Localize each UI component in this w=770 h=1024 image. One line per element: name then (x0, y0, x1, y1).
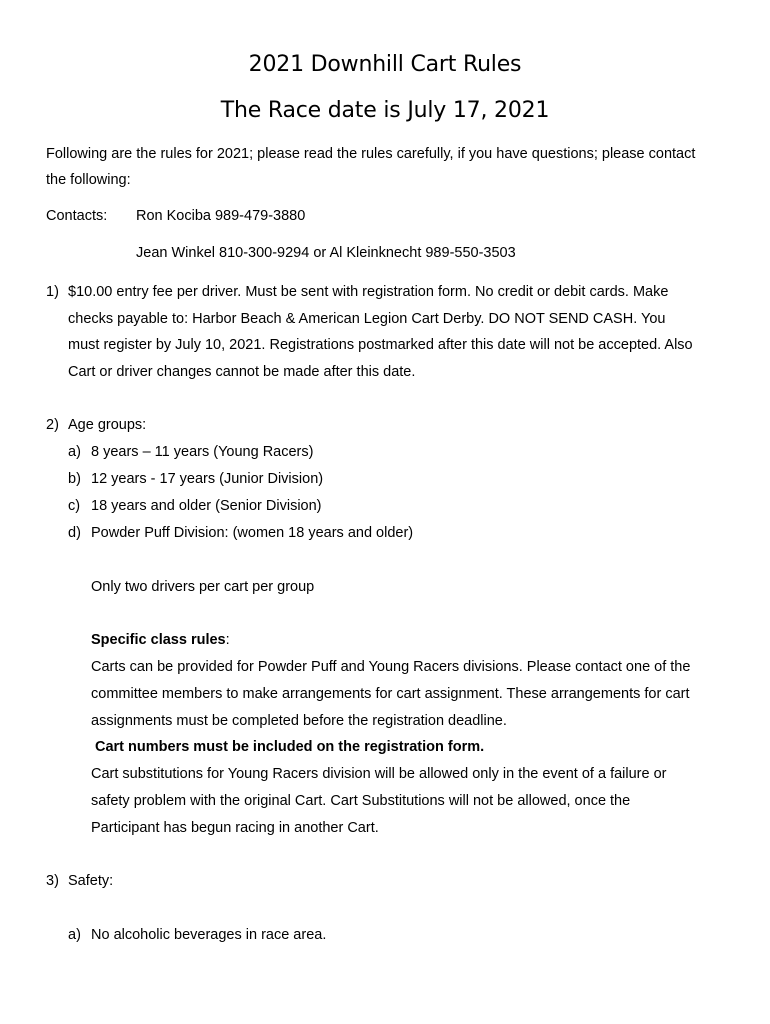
substitution-line-3: Participant has begun racing in another Cart. (91, 820, 379, 836)
safety-rule-a: No alcoholic beverages in race area. (91, 927, 327, 943)
document-title: 2021 Downhill Cart Rules (248, 52, 522, 77)
rule-3-number: 3) (46, 873, 59, 889)
age-group-a: 8 years – 11 years (Young Racers) (91, 444, 314, 460)
contact-line-1: Ron Kociba 989-479-3880 (136, 208, 306, 224)
drivers-per-cart-note: Only two drivers per cart per group (91, 579, 315, 595)
intro-line-2: the following: (46, 172, 131, 188)
cart-numbers-notice: Cart numbers must be included on the registration form. (95, 739, 485, 755)
intro-line-1: Following are the rules for 2021; please read the rules carefully, if you have questions; please contact (46, 146, 696, 162)
rule-2-heading: Age groups: (68, 417, 147, 433)
age-group-letter-b: b) (68, 471, 81, 487)
rule-1-line-2: checks payable to: Harbor Beach & American Legion Cart Derby. DO NOT SEND CASH. You (68, 311, 666, 327)
age-group-c: 18 years and older (Senior Division) (91, 498, 322, 514)
specific-rules-line-1: Carts can be provided for Powder Puff and Young Racers divisions. Please contact one of the (91, 659, 691, 675)
rule-2-number: 2) (46, 417, 59, 433)
specific-rules-line-2: committee members to make arrangements for cart assignment. These arrangements for cart (91, 686, 690, 702)
rule-3-heading: Safety: (68, 873, 114, 889)
specific-class-rules-heading (91, 631, 230, 649)
rule-1-line-1: $10.00 entry fee per driver. Must be sent with registration form. No credit or debit cards. Make (68, 284, 669, 300)
substitution-line-1: Cart substitutions for Young Racers division will be allowed only in the event of a failure or (91, 766, 667, 782)
rule-1-number: 1) (46, 284, 59, 300)
age-group-letter-c: c) (68, 498, 81, 514)
specific-rules-line-3: assignments must be completed before the registration deadline. (91, 713, 507, 729)
rule-1-line-4: Cart or driver changes cannot be made after this date. (68, 364, 416, 380)
rule-1-line-3: must register by July 10, 2021. Registrations postmarked after this date will not be accepted. Also (68, 337, 693, 353)
age-group-letter-d: d) (68, 525, 81, 541)
specific-class-rules-colon: : (225, 632, 230, 648)
safety-letter-a: a) (68, 927, 81, 943)
contacts-label: Contacts: (46, 208, 108, 224)
age-group-b: 12 years - 17 years (Junior Division) (91, 471, 324, 487)
substitution-line-2: safety problem with the original Cart. Cart Substitutions will not be allowed, once the (91, 793, 631, 809)
contact-line-2: Jean Winkel 810-300-9294 or Al Kleinknecht 989-550-3503 (136, 245, 516, 261)
race-date-subtitle: The Race date is July 17, 2021 (220, 98, 550, 123)
age-group-d: Powder Puff Division: (women 18 years and older) (91, 525, 414, 541)
specific-class-rules-label: Specific class rules (91, 632, 226, 648)
age-group-letter-a: a) (68, 444, 81, 460)
